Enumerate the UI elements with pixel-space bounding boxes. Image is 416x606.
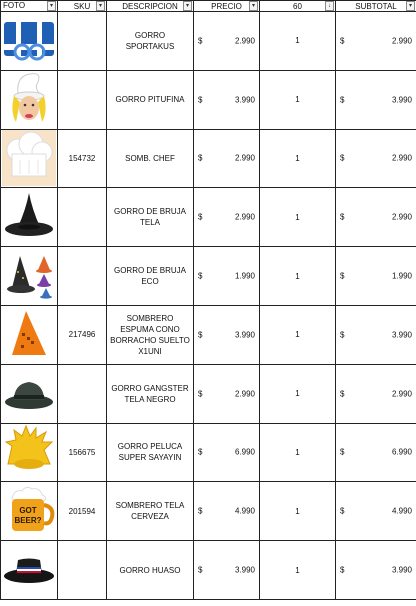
- currency-symbol: $: [340, 565, 345, 575]
- blue-sport-cap-image: [1, 12, 58, 71]
- sku-cell[interactable]: 154732: [58, 129, 107, 188]
- quantity-cell[interactable]: 1: [260, 70, 336, 129]
- quantity-cell[interactable]: 1: [260, 247, 336, 306]
- price-cell[interactable]: [194, 541, 260, 600]
- currency-symbol: $: [340, 271, 345, 281]
- subtotal-value: 1.990: [391, 271, 412, 281]
- column-header-precio: [194, 1, 260, 12]
- price-value: 1.990: [234, 271, 255, 281]
- description-cell[interactable]: GORRO DE BRUJA TELA: [107, 188, 194, 247]
- currency-symbol: $: [198, 153, 203, 163]
- quantity-cell[interactable]: 1: [260, 482, 336, 541]
- price-cell[interactable]: [194, 70, 260, 129]
- table-row: [1, 129, 416, 188]
- column-header-cantidad: [260, 1, 336, 12]
- quantity-cell[interactable]: 1: [260, 423, 336, 482]
- currency-symbol: $: [340, 330, 345, 340]
- column-header-cantidad-label: 60: [293, 1, 302, 11]
- quantity-cell[interactable]: 1: [260, 129, 336, 188]
- currency-symbol: $: [340, 212, 345, 222]
- price-value: 2.990: [234, 389, 255, 399]
- column-header-precio-label: PRECIO: [211, 1, 242, 11]
- subtotal-cell[interactable]: [336, 305, 416, 364]
- currency-symbol: $: [198, 447, 203, 457]
- subtotal-value: 4.990: [391, 506, 412, 516]
- description-cell[interactable]: GORRO DE BRUJA ECO: [107, 247, 194, 306]
- price-value: 3.990: [234, 565, 255, 575]
- subtotal-value: 6.990: [391, 447, 412, 457]
- subtotal-value: 3.990: [391, 565, 412, 575]
- currency-symbol: $: [340, 153, 345, 163]
- header-row: [1, 1, 416, 12]
- price-cell[interactable]: [194, 364, 260, 423]
- smurf-hat-image: [1, 70, 58, 129]
- sku-cell[interactable]: 201594: [58, 482, 107, 541]
- foam-cone-hat-image: [1, 305, 58, 364]
- subtotal-cell[interactable]: [336, 364, 416, 423]
- chevron-down-icon[interactable]: ▾: [96, 1, 105, 11]
- description-cell[interactable]: SOMBRERO TELA CERVEZA: [107, 482, 194, 541]
- currency-symbol: $: [340, 447, 345, 457]
- quantity-cell[interactable]: 1: [260, 12, 336, 71]
- witch-hat-cloth-image: [1, 188, 58, 247]
- sort-filter-icon[interactable]: ↓: [325, 1, 334, 11]
- sku-cell[interactable]: 217496: [58, 305, 107, 364]
- table-row: [1, 364, 416, 423]
- subtotal-cell[interactable]: [336, 482, 416, 541]
- description-cell[interactable]: GORRO PITUFINA: [107, 70, 194, 129]
- currency-symbol: $: [198, 565, 203, 575]
- saiyan-wig-image: [1, 423, 58, 482]
- subtotal-cell[interactable]: [336, 70, 416, 129]
- subtotal-value: 3.990: [391, 95, 412, 105]
- quantity-cell[interactable]: 1: [260, 364, 336, 423]
- currency-symbol: $: [198, 212, 203, 222]
- currency-symbol: $: [198, 506, 203, 516]
- beer-hat-image: [1, 482, 58, 541]
- subtotal-value: 2.990: [391, 36, 412, 46]
- description-cell[interactable]: GORRO HUASO: [107, 541, 194, 600]
- price-value: 2.990: [234, 212, 255, 222]
- currency-symbol: $: [198, 36, 203, 46]
- sku-cell[interactable]: 156675: [58, 423, 107, 482]
- sku-cell[interactable]: [58, 12, 107, 71]
- table-row: [1, 247, 416, 306]
- subtotal-cell[interactable]: [336, 541, 416, 600]
- subtotal-cell[interactable]: [336, 129, 416, 188]
- chevron-down-icon[interactable]: ▾: [183, 1, 192, 11]
- currency-symbol: $: [198, 271, 203, 281]
- currency-symbol: $: [340, 36, 345, 46]
- column-header-foto: [1, 1, 58, 12]
- subtotal-value: 2.990: [391, 153, 412, 163]
- huaso-hat-image: [1, 541, 58, 600]
- subtotal-value: 2.990: [391, 212, 412, 222]
- currency-symbol: $: [340, 95, 345, 105]
- table-row: [1, 12, 416, 71]
- column-header-subtotal: [336, 1, 416, 12]
- table-row: [1, 482, 416, 541]
- subtotal-cell[interactable]: [336, 247, 416, 306]
- price-cell[interactable]: [194, 247, 260, 306]
- price-value: 2.990: [234, 36, 255, 46]
- price-value: 4.990: [234, 506, 255, 516]
- table-row: [1, 305, 416, 364]
- column-header-sku-label: SKU: [73, 1, 91, 11]
- beer-hat-text-line-2: BEER?: [14, 516, 42, 526]
- column-header-foto-label: FOTO: [3, 1, 26, 10]
- currency-symbol: $: [340, 506, 345, 516]
- price-cell[interactable]: [194, 305, 260, 364]
- description-cell[interactable]: SOMB. CHEF: [107, 129, 194, 188]
- chevron-down-icon[interactable]: ▾: [47, 1, 56, 11]
- currency-symbol: $: [198, 330, 203, 340]
- price-cell[interactable]: [194, 482, 260, 541]
- price-cell[interactable]: [194, 188, 260, 247]
- column-header-descripcion: [107, 1, 194, 12]
- column-header-descripcion-label: DESCRIPCION: [122, 1, 178, 11]
- sku-cell[interactable]: [58, 247, 107, 306]
- price-value: 6.990: [234, 447, 255, 457]
- subtotal-cell[interactable]: [336, 12, 416, 71]
- chevron-down-icon[interactable]: ▾: [406, 1, 415, 11]
- price-value: 2.990: [234, 153, 255, 163]
- description-cell[interactable]: GORRO GANGSTER TELA NEGRO: [107, 364, 194, 423]
- sku-cell[interactable]: [58, 188, 107, 247]
- price-cell[interactable]: [194, 129, 260, 188]
- column-header-sku: [58, 1, 107, 12]
- quantity-cell[interactable]: 1: [260, 541, 336, 600]
- description-cell[interactable]: SOMBRERO ESPUMA CONO BORRACHO SUELTO X1UNI: [107, 305, 194, 364]
- price-cell[interactable]: [194, 423, 260, 482]
- subtotal-cell[interactable]: [336, 423, 416, 482]
- beer-hat-text-line-1: GOT: [19, 506, 37, 516]
- currency-symbol: $: [340, 389, 345, 399]
- subtotal-value: 3.990: [391, 330, 412, 340]
- column-header-subtotal-label: SUBTOTAL: [355, 1, 397, 11]
- sku-cell[interactable]: [58, 541, 107, 600]
- sku-cell[interactable]: [58, 364, 107, 423]
- price-value: 3.990: [234, 330, 255, 340]
- quantity-cell[interactable]: 1: [260, 188, 336, 247]
- gangster-hat-image: [1, 364, 58, 423]
- chevron-down-icon[interactable]: ▾: [249, 1, 258, 11]
- chef-hat-image: [1, 129, 58, 188]
- description-cell[interactable]: GORRO SPORTAKUS: [107, 12, 194, 71]
- price-cell[interactable]: [194, 12, 260, 71]
- description-cell[interactable]: GORRO PELUCA SUPER SAYAYIN: [107, 423, 194, 482]
- subtotal-value: 2.990: [391, 389, 412, 399]
- witch-hat-eco-image: [1, 247, 58, 306]
- price-value: 3.990: [234, 95, 255, 105]
- currency-symbol: $: [198, 389, 203, 399]
- currency-symbol: $: [198, 95, 203, 105]
- quantity-cell[interactable]: 1: [260, 305, 336, 364]
- table-row: [1, 541, 416, 600]
- table-row: [1, 70, 416, 129]
- table-row: [1, 188, 416, 247]
- sku-cell[interactable]: [58, 70, 107, 129]
- subtotal-cell[interactable]: [336, 188, 416, 247]
- table-row: [1, 423, 416, 482]
